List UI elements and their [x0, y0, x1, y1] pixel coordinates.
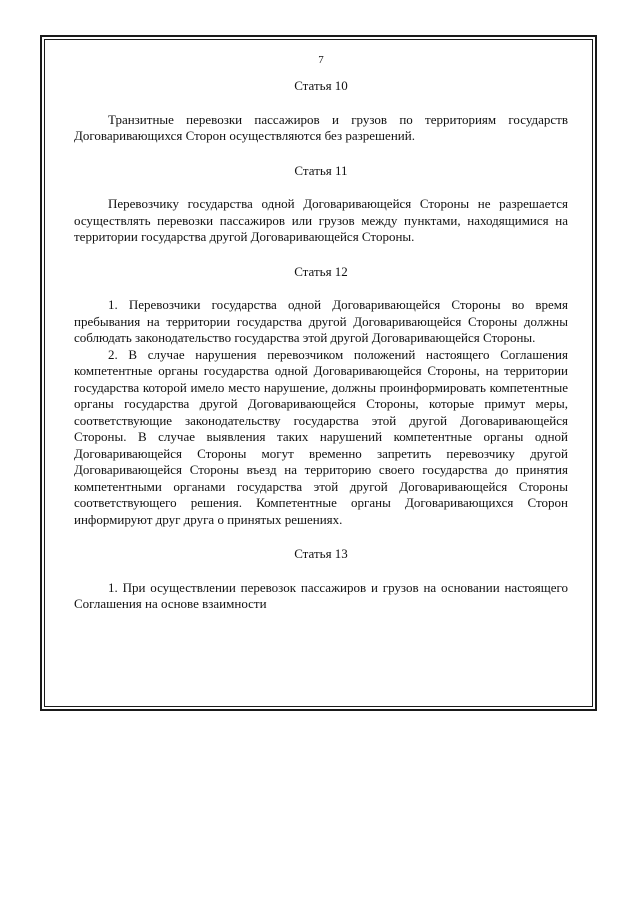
article-paragraph: 1. При осуществлении перевозок пассажиров и грузов на основании настоящего Соглашения на основе взаимности — [74, 579, 568, 611]
article-12 — [74, 264, 568, 547]
article-11 — [74, 163, 568, 264]
article-paragraph: Транзитные перевозки пассажиров и грузов по территориям государств Договаривающихся Сторон осуществляются без разрешений. — [74, 111, 568, 143]
article-heading: Статья 10 — [294, 78, 348, 93]
article-heading: Статья 12 — [294, 263, 348, 279]
article-paragraph: 1. Перевозчики государства одной Договаривающейся Стороны во время пребывания на территории государства другой Договаривающейся Стороны должны соблюдать законодательство государства этой другой Договаривающейся Стороны. — [74, 297, 568, 345]
page-number: 7 — [318, 54, 324, 66]
article-13 — [74, 546, 568, 613]
article-10 — [74, 78, 568, 163]
document-body — [74, 54, 568, 613]
article-paragraph: 2. В случае нарушения перевозчиком положений настоящего Соглашения компетентные органы государства одной Договаривающейся Стороны, на территории государства которой имело место нарушение, должны проинформировать компетентные органы государства другой Договаривающейся Стороны, которые примут меры, соответствующие законодательству государства этой другой Договаривающейся Стороны. В случае выявления таких нарушений компетентные органы одной Договаривающейся Стороны могут временно запретить перевозчику другой Договаривающейся Стороны въезд на территорию своего государства до принятия компетентными органами государства этой другой Договаривающейся Стороны соответствующего решения. Компетентные органы Договаривающихся Сторон информируют друг друга о принятых решениях. — [74, 346, 568, 527]
article-heading: Статья 11 — [294, 162, 348, 178]
article-heading: Статья 13 — [294, 546, 348, 561]
article-paragraph: Перевозчику государства одной Договаривающейся Стороны не разрешается осуществлять перевозки пассажиров или грузов между пунктами, находящимися на территории государства другой Договаривающейся Стороны. — [74, 196, 568, 244]
